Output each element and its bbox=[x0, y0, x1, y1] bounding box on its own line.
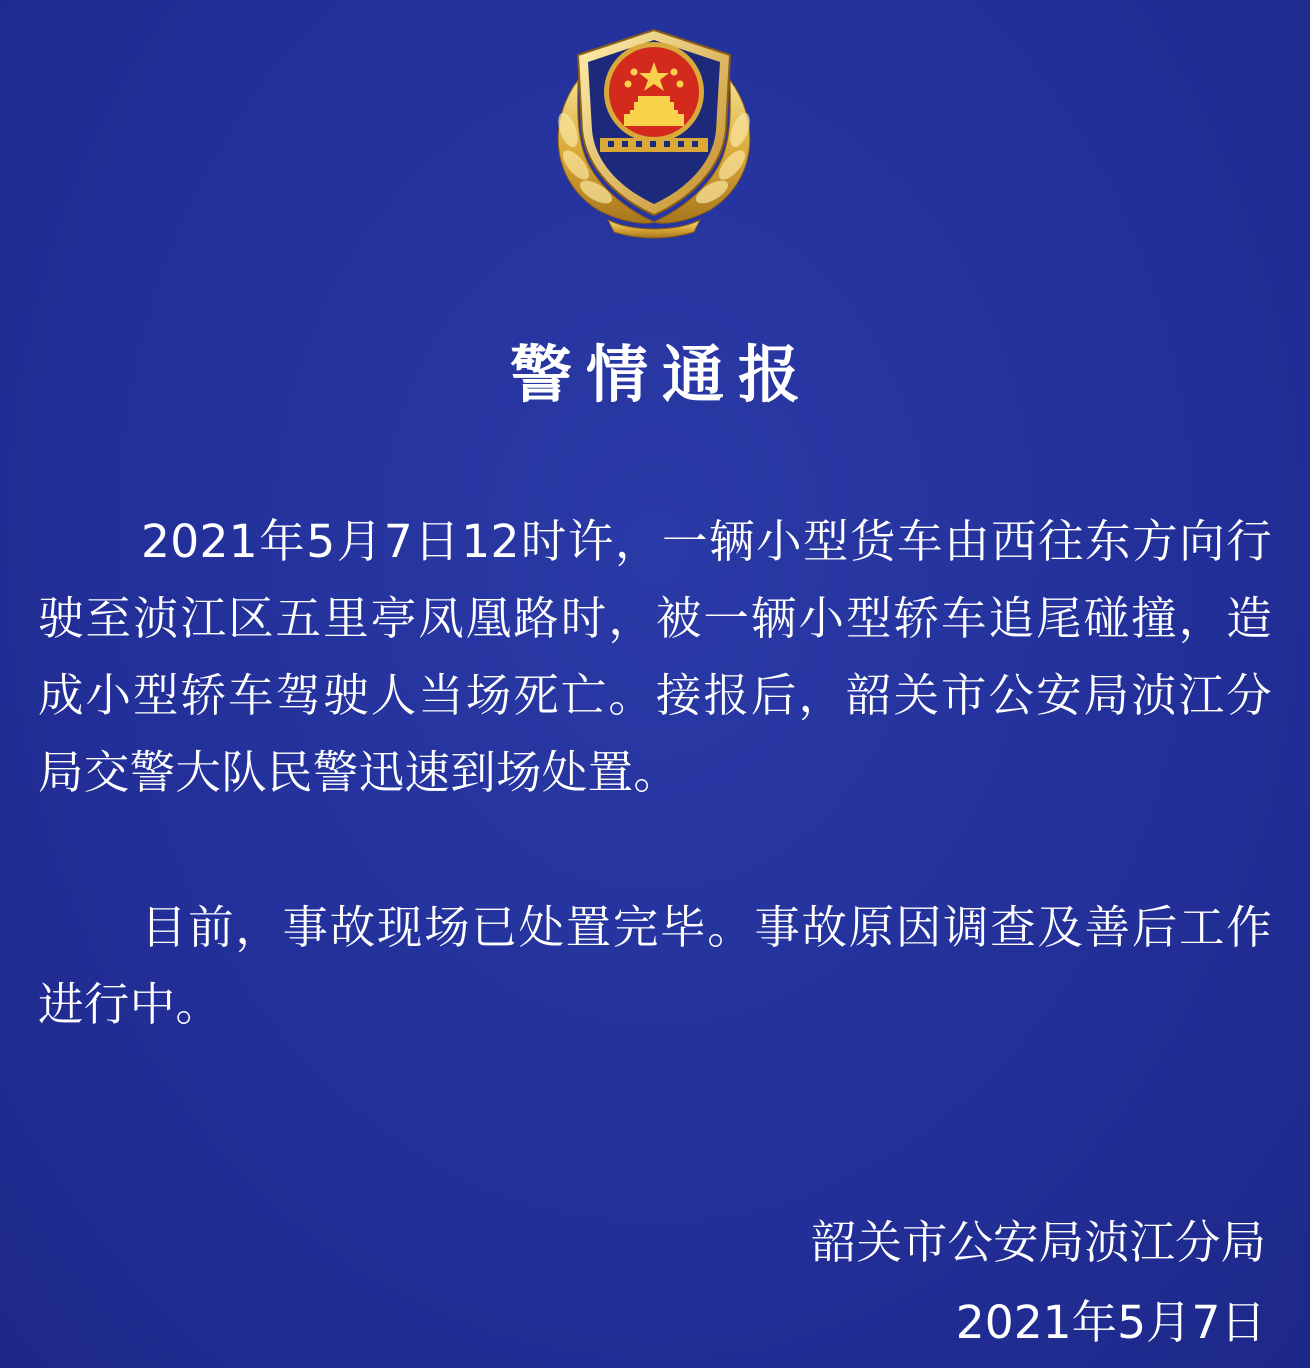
notice-paragraph-2: 目前，事故现场已处置完毕。事故原因调查及善后工作进行中。 bbox=[38, 901, 1272, 1031]
signature-date: 2021年5月7日 bbox=[955, 1296, 1266, 1349]
page-title: 警情通报 bbox=[509, 338, 814, 411]
notice-paragraph-1: 2021年5月7日12时许，一辆小型货车由西往东方向行驶至浈江区五里亭凤凰路时，被一辆小型轿车追尾碰撞，造成小型轿车驾驶人当场死亡。接报后，韶关市公安局浈江分局交警大队民警迅速到场处置。 bbox=[38, 515, 1272, 799]
police-emblem-icon bbox=[538, 10, 770, 242]
signature-organization: 韶关市公安局浈江分局 bbox=[810, 1216, 1266, 1269]
